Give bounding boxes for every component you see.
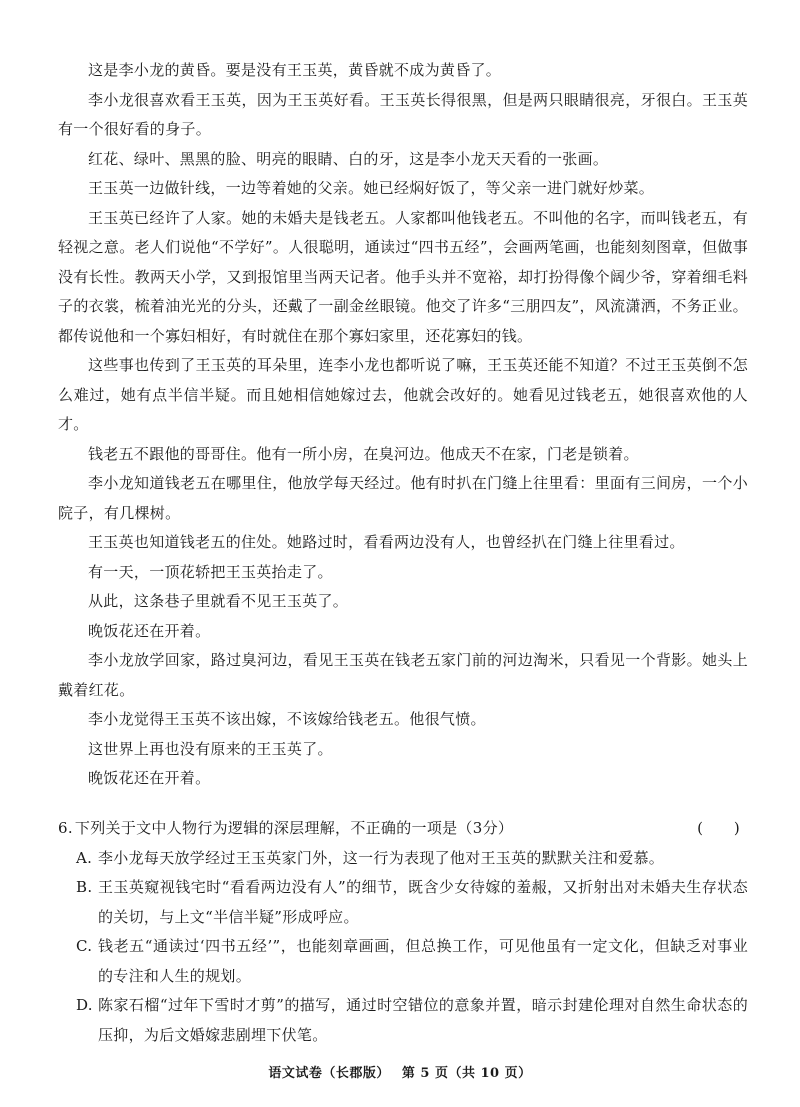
question-stem: [58, 814, 748, 844]
reading-passage: [58, 56, 748, 794]
option-letter: B.: [76, 878, 93, 896]
option-b[interactable]: [58, 873, 748, 932]
passage-paragraph: 王玉英也知道钱老五的住处。她路过时，看看两边没有人，也曾经扒在门缝上往里看过。: [88, 533, 685, 551]
option-c[interactable]: [58, 932, 748, 991]
passage-paragraph: 李小龙知道钱老五在哪里住，他放学每天经过。他有时扒在门缝上往里看：里面有三间房，一个小院子，有几棵树。: [58, 474, 748, 522]
option-text: 李小龙每天放学经过王玉英家门外，这一行为表现了他对王玉英的默默关注和爱慕。: [98, 848, 665, 867]
option-d[interactable]: [58, 991, 748, 1050]
option-letter: A.: [76, 848, 93, 867]
exam-title: 语文试卷（长郡版）: [268, 1066, 390, 1081]
option-letter: C.: [76, 937, 93, 955]
passage-paragraph: 王玉英已经许了人家。她的未婚夫是钱老五。人家都叫他钱老五。不叫他的名字，而叫钱老五，有轻视之意。老人们说他“不学好”。人很聪明，通读过“四书五经”，会画两笔画，也能刻刻图章，但做事没有长性。教两天小学，又到报馆里当两天记者。他手头并不宽裕，却打扮得像个阔少爷，穿着细毛料子的衣裳，梳着油光光的分头，还戴了一副金丝眼镜。他交了许多“三朋四友”，风流潇洒，不务正业。都传说他和一个寡妇相好，有时就住在那个寡妇家里，还花寡妇的钱。: [58, 208, 748, 345]
passage-paragraph: 从此，这条巷子里就看不见王玉英了。: [88, 592, 349, 610]
passage-paragraph: 李小龙觉得王玉英不该出嫁，不该嫁给钱老五。他很气愤。: [88, 710, 486, 728]
option-a[interactable]: [58, 844, 748, 874]
question-number: 6.: [58, 819, 73, 837]
passage-paragraph: 这些事也传到了王玉英的耳朵里，连李小龙也都听说了嘛，王玉英还能不知道？不过王玉英倒不怎么难过，她有点半信半疑。而且她相信她嫁过去，他就会改好的。她看见过钱老五，她很喜欢他的人才。: [58, 356, 748, 433]
passage-paragraph: 这是李小龙的黄昏。要是没有王玉英，黄昏就不成为黄昏了。: [88, 61, 502, 79]
page-number: 第 5 页（共 10 页）: [401, 1066, 532, 1081]
passage-paragraph: 红花、绿叶、黑黑的脸、明亮的眼睛、白的牙，这是李小龙天天看的一张画。: [88, 149, 609, 168]
passage-paragraph: 这世界上再也没有原来的王玉英了。: [88, 739, 333, 758]
page-footer: [0, 1062, 800, 1081]
passage-paragraph: 有一天，一顶花轿把王玉英抬走了。: [88, 562, 333, 581]
passage-paragraph: 李小龙很喜欢看王玉英，因为王玉英好看。王玉英长得很黑，但是两只眼睛很亮，牙很白。王玉英有一个很好看的身子。: [58, 90, 748, 138]
option-text: 陈家石榴“过年下雪时才剪”的描写，通过时空错位的意象并置，暗示封建伦理对自然生命状态的压抑，为后文婚嫁悲剧埋下伏笔。: [98, 996, 748, 1044]
option-text: 钱老五“通读过‘四书五经’”，也能刻章画画，但总换工作，可见他虽有一定文化，但缺乏对事业的专注和人生的规划。: [98, 937, 748, 985]
option-text: 王玉英窥视钱宅时“看看两边没有人”的细节，既含少女待嫁的羞赧，又折射出对未婚夫生存状态的关切，与上文“半信半疑”形成呼应。: [98, 878, 748, 926]
option-letter: D.: [76, 996, 93, 1014]
passage-paragraph: 晚饭花还在开着。: [88, 769, 211, 787]
passage-paragraph: 王玉英一边做针线，一边等着她的父亲。她已经焖好饭了，等父亲一进门就好炒菜。: [88, 179, 655, 197]
question-stem-text: 下列关于文中人物行为逻辑的深层理解，不正确的一项是（3分）: [74, 819, 514, 837]
answer-blank[interactable]: ( ): [697, 819, 740, 837]
passage-paragraph: 钱老五不跟他的哥哥住。他有一所小房，在臭河边。他成天不在家，门老是锁着。: [88, 444, 639, 463]
passage-paragraph: 晚饭花还在开着。: [88, 621, 211, 640]
question-6: [58, 814, 748, 1050]
passage-paragraph: 李小龙放学回家，路过臭河边，看见王玉英在钱老五家门前的河边淘米，只看见一个背影。她头上戴着红花。: [58, 651, 748, 699]
